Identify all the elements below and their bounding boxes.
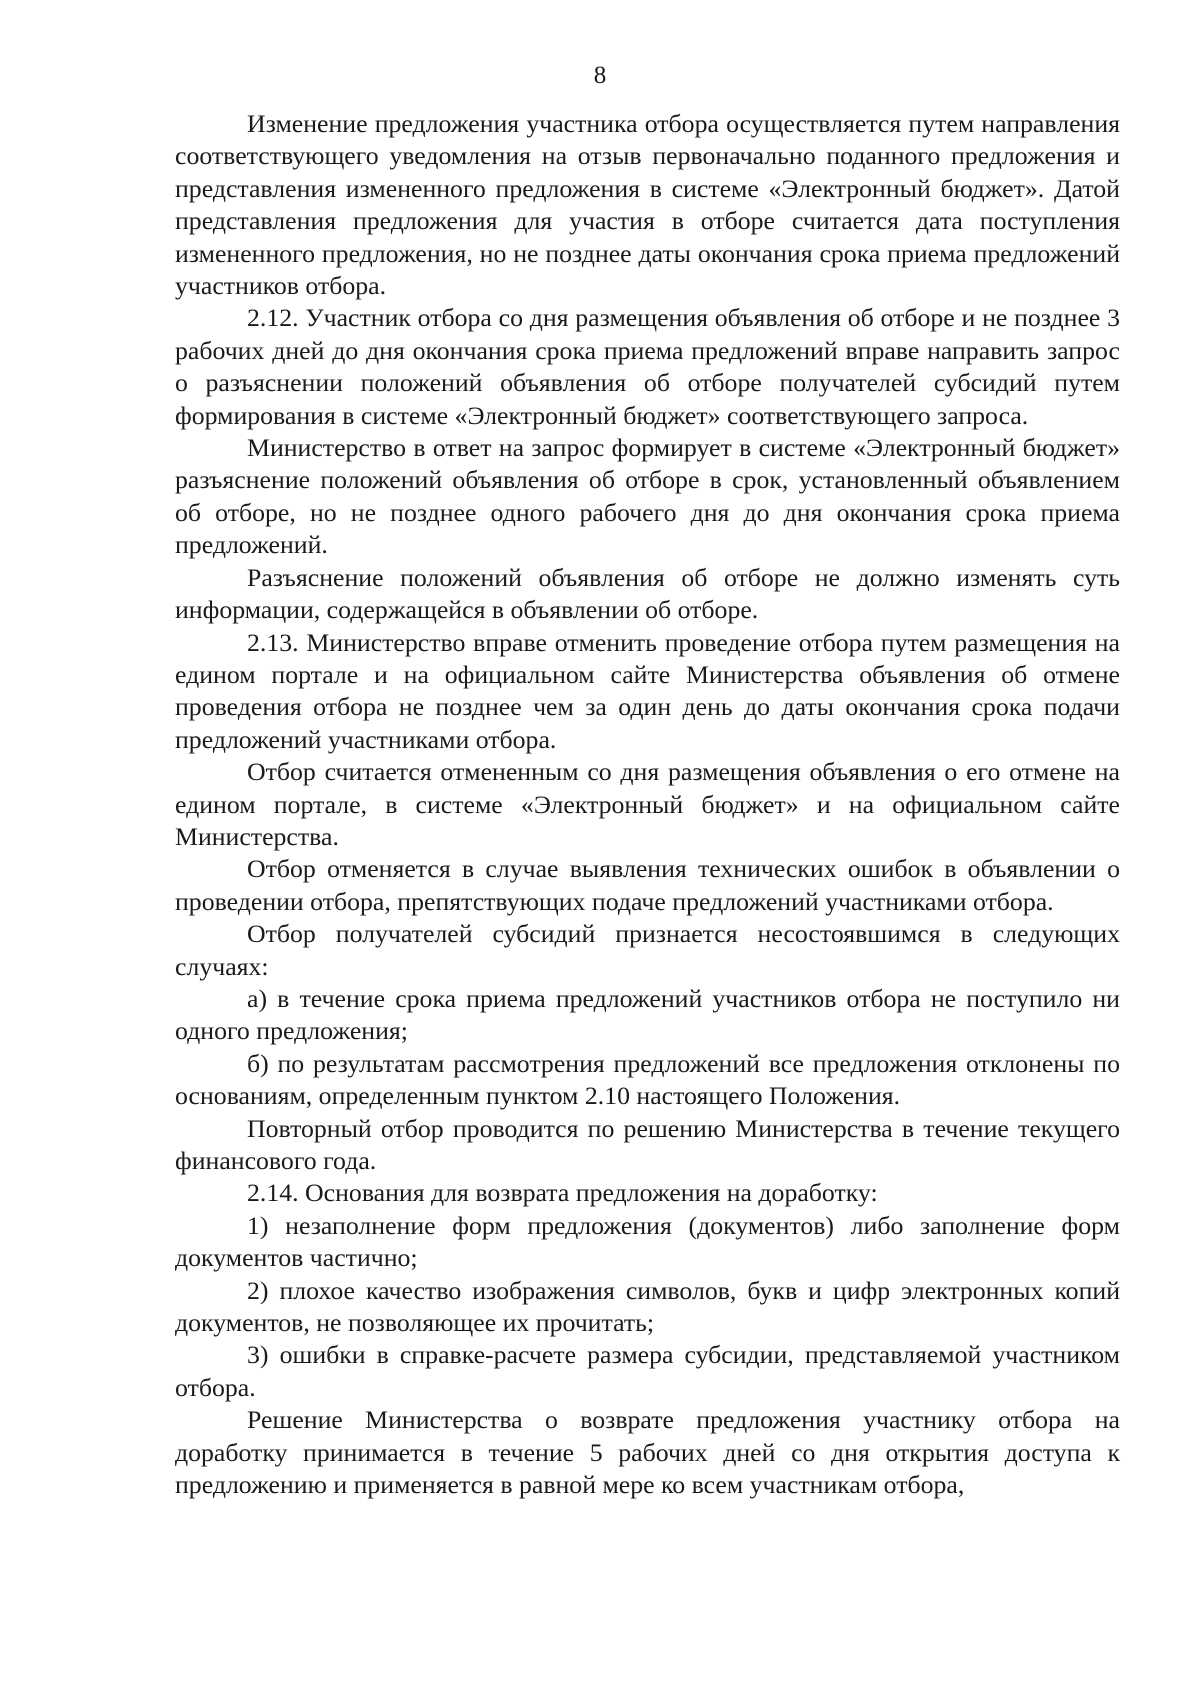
paragraph: 2.12. Участник отбора со дня размещения объявления об отборе и не позднее 3 рабочих дней до дня окончания срока приема предложений вправе направить запрос о разъяснении положений объявления об отборе получателей субсидий путем формирования в системе «Электронный бюджет» соответствующего запроса. (175, 303, 1120, 430)
paragraph: Отбор получателей субсидий признается несостоявшимся в следующих случаях: (175, 919, 1120, 981)
paragraph: 2.14. Основания для возврата предложения на доработку: (247, 1178, 878, 1208)
paragraph: Отбор отменяется в случае выявления технических ошибок в объявлении о проведении отбора, препятствующих подаче предложений участниками отбора. (175, 854, 1120, 916)
paragraph: Изменение предложения участника отбора осуществляется путем направления соответствующего уведомления на отзыв первоначально поданного предложения и представления измененного предложения в системе «Электронный бюджет». Датой представления предложения для участия в отборе считается дата поступления измененного предложения, но не позднее даты окончания срока приема предложений участников отбора. (175, 109, 1120, 301)
paragraph: Разъяснение положений объявления об отборе не должно изменять суть информации, содержащейся в объявлении об отборе. (175, 562, 1120, 625)
list-item: 2) плохое качество изображения символов, букв и цифр электронных копий документов, не позволяющее их прочитать; (175, 1275, 1120, 1338)
paragraph: Отбор считается отмененным со дня размещения объявления о его отмене на едином портале, в системе «Электронный бюджет» и на официальном сайте Министерства. (175, 757, 1120, 851)
list-item: а) в течение срока приема предложений участников отбора не поступило ни одного предложения; (175, 983, 1120, 1046)
paragraph: 2.13. Министерство вправе отменить проведение отбора путем размещения на едином портале и на официальном сайте Министерства объявления об отмене проведения отбора не позднее чем за один день до даты окончания срока подачи предложений участниками отбора. (175, 627, 1120, 754)
paragraph: Повторный отбор проводится по решению Министерства в течение текущего финансового года. (175, 1113, 1120, 1175)
paragraph: Решение Министерства о возврате предложения участнику отбора на доработку принимается в течение 5 рабочих дней со дня открытия доступа к предложению и применяется в равной мере ко всем участникам отбора, (175, 1405, 1120, 1500)
list-item: 1) незаполнение форм предложения (документов) либо заполнение форм документов частично; (175, 1210, 1120, 1273)
page-number: 8 (593, 62, 607, 89)
list-item: б) по результатам рассмотрения предложений все предложения отклонены по основаниям, определенным пунктом 2.10 настоящего Положения. (175, 1048, 1120, 1111)
document-body (175, 108, 1120, 1501)
list-item: 3) ошибки в справке-расчете размера субсидии, представляемой участником отбора. (175, 1340, 1120, 1402)
paragraph: Министерство в ответ на запрос формирует в системе «Электронный бюджет» разъяснение положений объявления об отборе в срок, установленный объявлением об отборе, но не позднее одного рабочего дня до дня окончания срока приема предложений. (175, 433, 1120, 560)
